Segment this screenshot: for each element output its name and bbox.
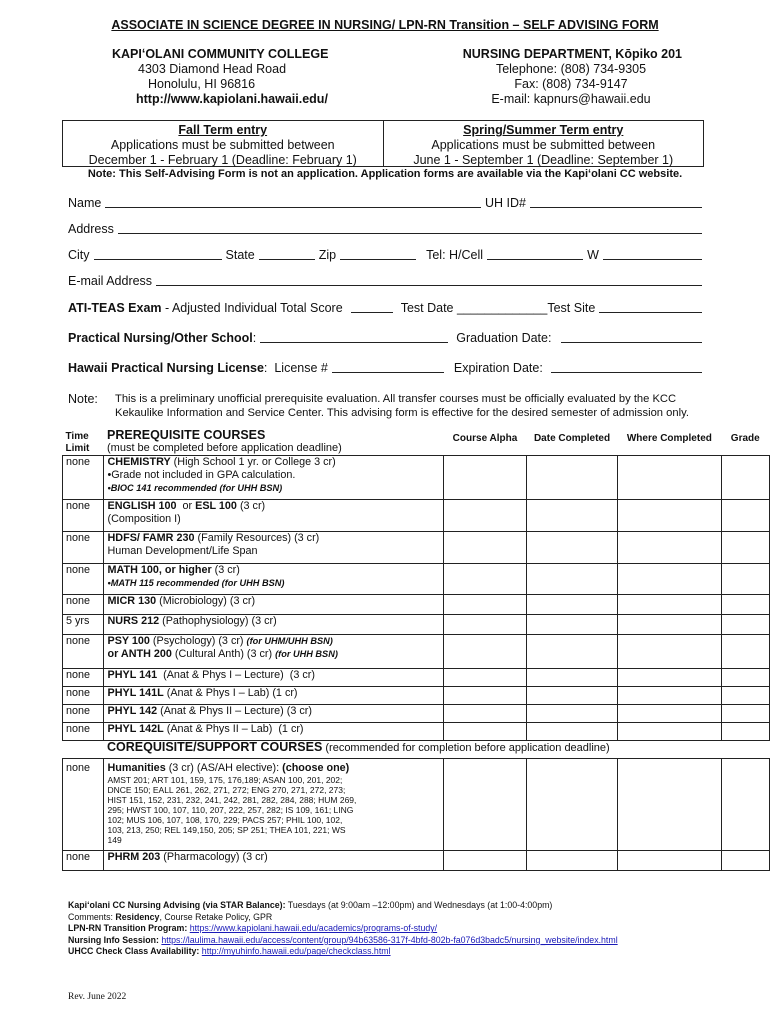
lpn-label: LPN-RN Transition Program: — [68, 923, 188, 934]
table-row — [63, 500, 770, 532]
spring-term-title: Spring/Summer Term entry — [463, 123, 624, 137]
tel-field[interactable] — [487, 248, 583, 260]
coreq-header — [103, 741, 770, 759]
course-desc: (Anat & Phys II – Lecture) (3 cr) — [157, 705, 312, 717]
grade-cell[interactable] — [721, 723, 770, 741]
department-telephone: Telephone: (808) 734-9305 — [495, 62, 647, 76]
uh-id-label: UH ID# — [485, 196, 526, 210]
grade-cell[interactable] — [721, 635, 770, 669]
course-recommendation-alt: (for UHH BSN) — [275, 649, 338, 659]
department-email[interactable]: E-mail: kapnurs@hawaii.edu — [491, 92, 651, 106]
city-row — [68, 248, 702, 262]
time-limit: none — [63, 669, 104, 687]
spring-term-line2: June 1 - September 1 (Deadline: September 1) — [413, 153, 674, 167]
course-code-alt: or ANTH 200 — [107, 648, 172, 660]
ati-score-field[interactable] — [351, 301, 393, 313]
name-label: Name — [68, 196, 102, 210]
table-header — [63, 427, 770, 456]
course-alpha-cell[interactable] — [444, 851, 527, 871]
time-limit: none — [63, 851, 104, 871]
time-limit: none — [63, 687, 104, 705]
date-completed-cell[interactable] — [526, 705, 617, 723]
date-completed-cell[interactable] — [526, 595, 617, 615]
course-code: ENGLISH 100 — [107, 500, 177, 512]
uhcc-line — [68, 946, 618, 958]
course-name — [103, 687, 444, 705]
date-completed-cell[interactable] — [526, 564, 617, 595]
state-label: State — [225, 248, 255, 262]
evaluation-note-text: This is a preliminary unofficial prerequisite evaluation. All transfer courses must be officially evaluated by the KCC Kekaulike Information and Service Center. This advising form is effective for the desired semester of admission only. — [115, 393, 689, 419]
date-completed-cell[interactable] — [526, 456, 617, 500]
course-name — [103, 705, 444, 723]
test-site-field[interactable] — [599, 301, 702, 313]
evaluation-note-label: Note: — [68, 392, 98, 406]
time-limit: none — [63, 595, 104, 615]
fall-term-line1: Applications must be submitted between — [110, 138, 335, 152]
address-row — [68, 222, 702, 236]
course-alpha-cell[interactable] — [444, 615, 527, 635]
fall-term-title: Fall Term entry — [178, 123, 268, 137]
pn-school-label: Practical Nursing/Other School — [68, 331, 253, 345]
time-limit: none — [63, 500, 104, 532]
fall-term-line2: December 1 - February 1 (Deadline: February 1) — [88, 153, 357, 167]
where-completed-cell[interactable] — [618, 456, 721, 500]
time-limit: none — [63, 564, 104, 595]
course-name — [103, 615, 444, 635]
department-name: NURSING DEPARTMENT, Kōpiko 201 — [462, 47, 682, 61]
course-name — [103, 851, 444, 871]
course-code-alt: ESL 100 — [195, 500, 237, 512]
course-code: PHYL 142 — [107, 705, 158, 717]
email-row — [68, 274, 702, 288]
term-entry-boxes — [62, 120, 704, 167]
city-label: City — [68, 248, 90, 262]
course-name — [103, 532, 444, 564]
table-row — [63, 687, 770, 705]
grade-cell[interactable] — [721, 705, 770, 723]
zip-label: Zip — [318, 248, 337, 262]
courses-table — [62, 427, 770, 871]
prereq-subtitle: (must be completed before application deadline) — [107, 442, 342, 454]
course-desc: (Pharmacology) (3 cr) — [160, 851, 268, 863]
course-code: MICR 130 — [107, 595, 157, 607]
course-name — [103, 564, 444, 595]
w-label: W — [587, 248, 599, 262]
college-url[interactable]: http://www.kapiolani.hawaii.edu/ — [136, 92, 328, 106]
prereq-title: PREREQUISITE COURSES — [107, 428, 266, 442]
grade-cell[interactable] — [721, 615, 770, 635]
w-field[interactable] — [603, 248, 702, 260]
graduation-date-label: Graduation Date: — [456, 331, 552, 345]
date-completed-cell[interactable] — [526, 851, 617, 871]
expiration-date-label: Expiration Date: — [453, 361, 543, 375]
state-field[interactable] — [259, 248, 315, 260]
time-limit: none — [63, 456, 104, 500]
grade-cell[interactable] — [721, 851, 770, 871]
course-desc: (Anat & Phys I – Lab) (1 cr) — [163, 687, 298, 699]
city-field[interactable] — [94, 248, 222, 260]
grade-header: Grade — [730, 433, 760, 444]
where-completed-cell[interactable] — [618, 669, 721, 687]
grade-cell[interactable] — [721, 687, 770, 705]
grade-cell[interactable] — [721, 532, 770, 564]
where-completed-cell[interactable] — [618, 759, 721, 851]
license-number-label: : License # — [263, 361, 328, 375]
course-choose: (choose one) — [282, 762, 350, 774]
name-row — [68, 196, 702, 210]
humanities-course-list: AMST 201; ART 101, 159, 175, 176,189; ASAN 100, 201, 202; DNCE 150; EALL 261, 262, 271, 272; ENG 270, 271, 272, 273; HIST 151, 152, 231, 232, 241, 242, 281, 282, 284, 288; HUM 269, 295; HWST 100, 107, 110, 207, 222, 257, 282; IS 109, 161; LING 102; MUS 106, 107, 108, 170, 229; PACS 257; PHIL 100, 102, 103, 213, 250; REL 149,150, 205; SP 251; THEA 101, 221; WS 149 — [107, 775, 357, 845]
where-completed-cell[interactable] — [618, 723, 721, 741]
where-completed-cell[interactable] — [618, 532, 721, 564]
course-code: HDFS/ FAMR 230 — [107, 532, 195, 544]
zip-field[interactable] — [340, 248, 416, 260]
course-desc: (Microbiology) (3 cr) — [156, 595, 256, 607]
time-limit-header: Time Limit — [65, 431, 90, 454]
department-fax: Fax: (808) 734-9147 — [514, 77, 628, 91]
where-completed-cell[interactable] — [618, 635, 721, 669]
email-label: E-mail Address — [68, 274, 153, 288]
course-code: Humanities — [107, 762, 166, 774]
license-number-field[interactable] — [332, 361, 444, 373]
course-code: PSY 100 — [107, 635, 150, 647]
date-completed-cell[interactable] — [526, 723, 617, 741]
table-row — [63, 723, 770, 741]
comments-label: Comments: — [68, 911, 116, 922]
course-note: Human Development/Life Span — [107, 545, 258, 557]
course-alpha-cell[interactable] — [444, 687, 527, 705]
date-completed-cell[interactable] — [526, 669, 617, 687]
time-limit: none — [63, 705, 104, 723]
spring-term-line1: Applications must be submitted between — [431, 138, 656, 152]
grade-cell[interactable] — [721, 456, 770, 500]
course-alpha-cell[interactable] — [444, 723, 527, 741]
table-row — [63, 595, 770, 615]
grade-cell[interactable] — [721, 564, 770, 595]
time-limit: none — [63, 723, 104, 741]
college-info — [112, 47, 328, 107]
lpn-link[interactable]: https://www.kapiolani.hawaii.edu/academics/programs-of-study/ — [189, 923, 438, 934]
prereq-header — [103, 427, 444, 456]
course-desc: (3 cr) — [211, 564, 240, 576]
table-row — [63, 564, 770, 595]
spring-term-box — [383, 121, 704, 166]
course-desc-alt: (Cultural Anth) (3 cr) — [171, 648, 276, 660]
time-limit: none — [63, 635, 104, 669]
comments-line — [68, 912, 618, 924]
table-row — [63, 635, 770, 669]
uhcc-link[interactable]: http://myuhinfo.hawaii.edu/page/checkclass.html — [201, 946, 391, 957]
course-recommendation: •BIOC 141 recommended (for UHH BSN) — [107, 483, 283, 493]
college-name: KAPIʻOLANI COMMUNITY COLLEGE — [112, 47, 329, 61]
coreq-header-row — [63, 741, 770, 759]
pn-school-colon: : — [252, 331, 257, 345]
course-alpha-cell[interactable] — [444, 669, 527, 687]
course-code: PHYL 142L — [107, 723, 164, 735]
table-row — [63, 705, 770, 723]
grade-cell[interactable] — [721, 500, 770, 532]
form-title: ASSOCIATE IN SCIENCE DEGREE IN NURSING/ LPN-RN Transition – SELF ADVISING FORM — [111, 18, 659, 32]
revision-date: Rev. June 2022 — [68, 992, 127, 1002]
course-name — [103, 595, 444, 615]
info-session-link[interactable]: https://laulima.hawaii.edu/access/content/group/94b63586-317f-4bfd-802b-fa076d3badc5/nursing_website/index.html — [161, 934, 618, 945]
time-limit: none — [63, 532, 104, 564]
time-limit: 5 yrs — [63, 615, 104, 635]
evaluation-note — [68, 392, 708, 420]
lpn-line — [68, 923, 618, 935]
course-code: PHYL 141 — [107, 669, 158, 681]
course-desc: (Anat & Phys I – Lecture) (3 cr) — [157, 669, 315, 681]
tel-label: Tel: H/Cell — [426, 248, 484, 262]
course-desc: (3 cr) (AS/AH elective): — [165, 762, 283, 774]
coreq-subtitle: (recommended for completion before application deadline) — [322, 742, 610, 754]
table-row — [63, 615, 770, 635]
uhcc-label: UHCC Check Class Availability: — [68, 946, 200, 957]
comments-rest: , Course Retake Policy, GPR — [159, 911, 273, 922]
course-recommendation: (for UHM/UHH BSN) — [246, 636, 333, 646]
date-completed-header: Date Completed — [533, 433, 611, 444]
date-completed-cell[interactable] — [526, 500, 617, 532]
address-label: Address — [68, 222, 114, 236]
grade-cell[interactable] — [721, 759, 770, 851]
table-row — [63, 669, 770, 687]
table-row — [63, 456, 770, 500]
license-label: Hawaii Practical Nursing License — [68, 361, 264, 375]
course-alpha-header: Course Alpha — [452, 433, 518, 444]
where-completed-cell[interactable] — [618, 705, 721, 723]
where-completed-header: Where Completed — [626, 433, 712, 444]
date-completed-cell[interactable] — [526, 635, 617, 669]
course-desc: (Psychology) (3 cr) — [149, 635, 247, 647]
date-completed-cell[interactable] — [526, 532, 617, 564]
fall-term-box — [63, 121, 383, 166]
course-code: MATH 100, or higher — [107, 564, 212, 576]
info-session-line — [68, 935, 618, 947]
where-completed-cell[interactable] — [618, 615, 721, 635]
advising-line — [68, 900, 618, 912]
where-completed-cell[interactable] — [618, 564, 721, 595]
advising-hours: Tuesdays (at 9:00am –12:00pm) and Wednesdays (at 1:00-4:00pm) — [285, 900, 553, 910]
name-field[interactable] — [105, 196, 481, 208]
college-address-2: Honolulu, HI 96816 — [148, 77, 256, 91]
course-name — [103, 456, 444, 500]
course-alpha-cell[interactable] — [444, 595, 527, 615]
course-name — [103, 500, 444, 532]
address-field[interactable] — [118, 222, 702, 234]
course-name — [103, 723, 444, 741]
date-completed-cell[interactable] — [526, 615, 617, 635]
course-note: •Grade not included in GPA calculation. — [107, 469, 296, 481]
coreq-title: COREQUISITE/SUPPORT COURSES — [107, 740, 323, 754]
coreq-header-spacer — [63, 741, 104, 759]
course-alpha-cell[interactable] — [444, 705, 527, 723]
course-alpha-cell[interactable] — [444, 759, 527, 851]
course-desc: (Pathophysiology) (3 cr) — [159, 615, 277, 627]
grade-cell[interactable] — [721, 595, 770, 615]
where-completed-cell[interactable] — [618, 500, 721, 532]
expiration-date-field[interactable] — [551, 361, 702, 373]
table-row — [63, 759, 770, 851]
application-note: Note: This Self-Advising Form is not an application. Application forms are available via the Kapiʻolani CC website. — [87, 168, 683, 180]
comments-residency: Residency — [115, 911, 160, 922]
course-alpha-cell[interactable] — [444, 500, 527, 532]
course-alpha-cell[interactable] — [444, 532, 527, 564]
license-row — [68, 361, 702, 375]
course-code: PHRM 203 — [107, 851, 161, 863]
college-address-1: 4303 Diamond Head Road — [138, 62, 287, 76]
ati-score-label: - Adjusted Individual Total Score — [161, 301, 343, 315]
table-row — [63, 851, 770, 871]
course-alpha-cell[interactable] — [444, 564, 527, 595]
course-name — [103, 635, 444, 669]
course-code: CHEMISTRY — [107, 456, 171, 468]
course-alpha-cell[interactable] — [444, 456, 527, 500]
info-session-label: Nursing Info Session: — [68, 934, 159, 945]
where-completed-cell[interactable] — [618, 595, 721, 615]
course-recommendation: •MATH 115 recommended (for UHH BSN) — [107, 578, 285, 588]
course-name — [103, 759, 444, 851]
footer — [68, 900, 618, 958]
date-completed-cell[interactable] — [526, 687, 617, 705]
course-code: PHYL 141L — [107, 687, 164, 699]
pn-school-field[interactable] — [260, 331, 448, 343]
course-desc: or — [176, 500, 196, 512]
date-completed-cell[interactable] — [526, 759, 617, 851]
course-note: (Composition I) — [107, 513, 181, 525]
course-desc: (Family Resources) (3 cr) — [194, 532, 320, 544]
course-alpha-cell[interactable] — [444, 635, 527, 669]
graduation-date-field[interactable] — [561, 331, 702, 343]
table-row — [63, 532, 770, 564]
where-completed-cell[interactable] — [618, 851, 721, 871]
ati-label: ATI-TEAS Exam — [68, 301, 162, 315]
test-date-label: Test Date _____________Test Site — [400, 301, 596, 315]
course-name — [103, 669, 444, 687]
pn-school-row — [68, 331, 702, 345]
uh-id-field[interactable] — [530, 196, 702, 208]
course-desc: (High School 1 yr. or College 3 cr) — [170, 456, 336, 468]
grade-cell[interactable] — [721, 669, 770, 687]
advising-label: Kapiʻolani CC Nursing Advising (via STAR Balance): — [68, 900, 286, 910]
ati-row — [68, 301, 702, 315]
time-limit: none — [63, 759, 104, 851]
department-info — [458, 47, 684, 107]
where-completed-cell[interactable] — [618, 687, 721, 705]
course-code: NURS 212 — [107, 615, 160, 627]
course-desc: (Anat & Phys II – Lab) (1 cr) — [163, 723, 304, 735]
email-field[interactable] — [156, 274, 702, 286]
course-credits: (3 cr) — [236, 500, 266, 512]
